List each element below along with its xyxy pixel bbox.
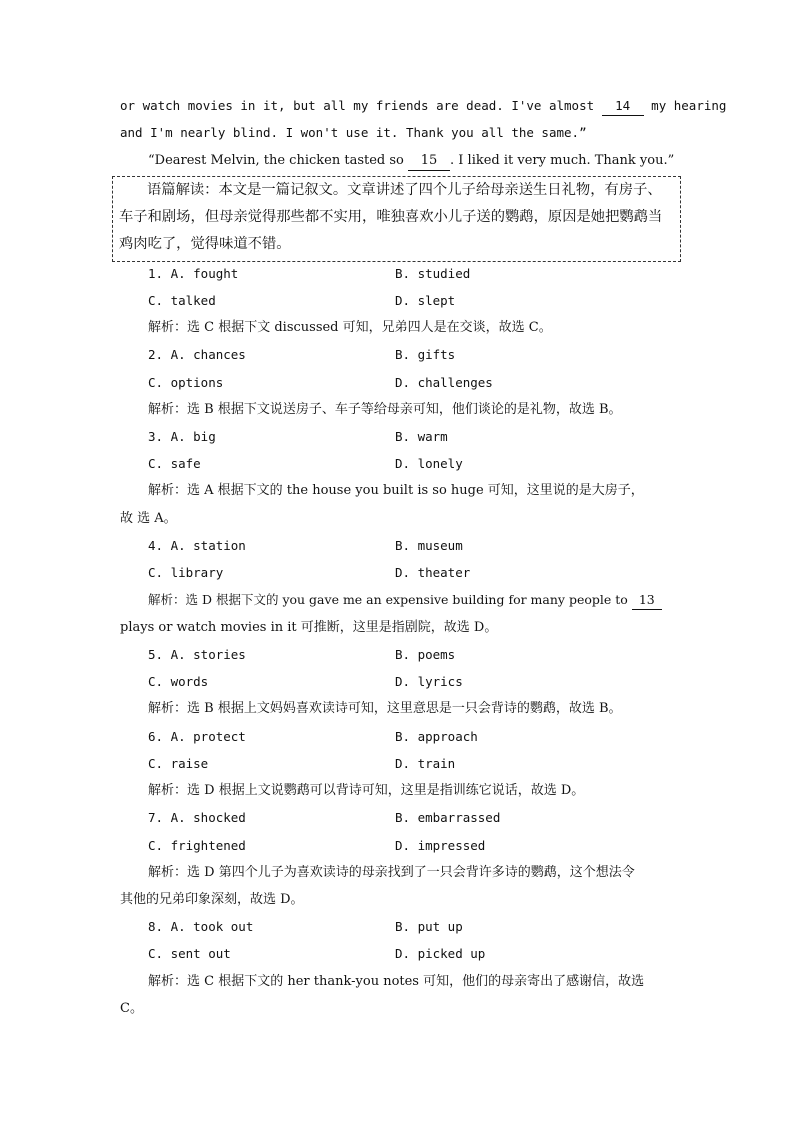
q5-option-d: D. lyrics <box>395 674 463 689</box>
q5-option-a: 5. A. stories <box>148 647 246 662</box>
summary-text: 语篇解读：本文是一篇记叙文。文章讲述了四个儿子给母亲送生日礼物，有房子、车子和剧场，但母亲觉得那些都不实用，唯独喜欢小儿子送的鹦鹉，原因是她把鹦鹉当鸡肉吃了，觉得味道不错。 <box>119 182 663 252</box>
q3-option-b: B. warm <box>395 429 448 444</box>
q6-option-b: B. approach <box>395 729 478 744</box>
q5-explanation: 解析：选 B 根据上文妈妈喜欢读诗可知，这里意思是一只会背诗的鹦鹉，故选 B。 <box>148 701 622 716</box>
q3-explanation: 解析：选 A 根据下文的 the house you built is so huge 可知，这里说的是大房子， <box>148 483 644 498</box>
passage-line-3: “Dearest Melvin, the chicken tasted so 15 . I liked it very much. Thank you.” <box>148 152 674 171</box>
q7-option-b: B. embarrassed <box>395 810 501 825</box>
q8-option-b: B. put up <box>395 919 463 934</box>
q6-option-c: C. raise <box>148 756 209 771</box>
q3-explanation-cont: 故 选 A。 <box>120 511 177 526</box>
q7-option-c: C. frightened <box>148 838 246 853</box>
q5-option-b: B. poems <box>395 647 456 662</box>
q8-option-c: C. sent out <box>148 946 231 961</box>
q2-option-b: B. gifts <box>395 347 456 362</box>
q1-option-c: C. talked <box>148 293 216 308</box>
q6-option-d: D. train <box>395 756 456 771</box>
q8-explanation-cont: C。 <box>120 1001 143 1016</box>
q4-option-b: B. museum <box>395 538 463 553</box>
q7-explanation-cont: 其他的兄弟印象深刻，故选 D。 <box>120 892 304 907</box>
passage-line-1: or watch movies in it, but all my friends are dead. I've almost 14 my hearing <box>120 97 726 116</box>
q7-option-d: D. impressed <box>395 838 486 853</box>
q6-option-a: 6. A. protect <box>148 729 246 744</box>
q5-option-c: C. words <box>148 674 209 689</box>
q4-explanation-cont: plays or watch movies in it 可推断，这里是指剧院，故选 D。 <box>120 620 498 635</box>
q2-explanation: 解析：选 B 根据下文说送房子、车子等给母亲可知，他们谈论的是礼物，故选 B。 <box>148 402 622 417</box>
q4-explanation: 解析：选 D 根据下文的 you gave me an expensive building for many people to 13 <box>148 591 662 610</box>
q1-option-a: 1. A. fought <box>148 266 239 281</box>
blank-13: 13 <box>632 591 662 610</box>
q4-option-a: 4. A. station <box>148 538 246 553</box>
q7-option-a: 7. A. shocked <box>148 810 246 825</box>
passage-line-2: and I'm nearly blind. I won't use it. Thank you all the same.” <box>120 125 587 140</box>
q8-option-a: 8. A. took out <box>148 919 254 934</box>
q3-option-d: D. lonely <box>395 456 463 471</box>
blank-15: 15 <box>408 152 450 171</box>
q8-explanation: 解析：选 C 根据下文的 her thank-you notes 可知，他们的母亲寄出了感谢信，故选 <box>148 974 645 989</box>
q1-option-b: B. studied <box>395 266 471 281</box>
blank-14: 14 <box>602 97 644 116</box>
q4-option-d: D. theater <box>395 565 471 580</box>
summary-box <box>112 176 681 262</box>
q1-explanation: 解析：选 C 根据下文 discussed 可知，兄弟四人是在交谈，故选 C。 <box>148 320 552 335</box>
q2-option-a: 2. A. chances <box>148 347 246 362</box>
q4-option-c: C. library <box>148 565 224 580</box>
q8-option-d: D. picked up <box>395 946 486 961</box>
q6-explanation: 解析：选 D 根据上文说鹦鹉可以背诗可知，这里是指训练它说话，故选 D。 <box>148 783 585 798</box>
q2-option-c: C. options <box>148 375 224 390</box>
q2-option-d: D. challenges <box>395 375 493 390</box>
q1-option-d: D. slept <box>395 293 456 308</box>
q3-option-c: C. safe <box>148 456 201 471</box>
q7-explanation: 解析：选 D 第四个儿子为喜欢读诗的母亲找到了一只会背许多诗的鹦鹉，这个想法令 <box>148 865 635 880</box>
q3-option-a: 3. A. big <box>148 429 216 444</box>
